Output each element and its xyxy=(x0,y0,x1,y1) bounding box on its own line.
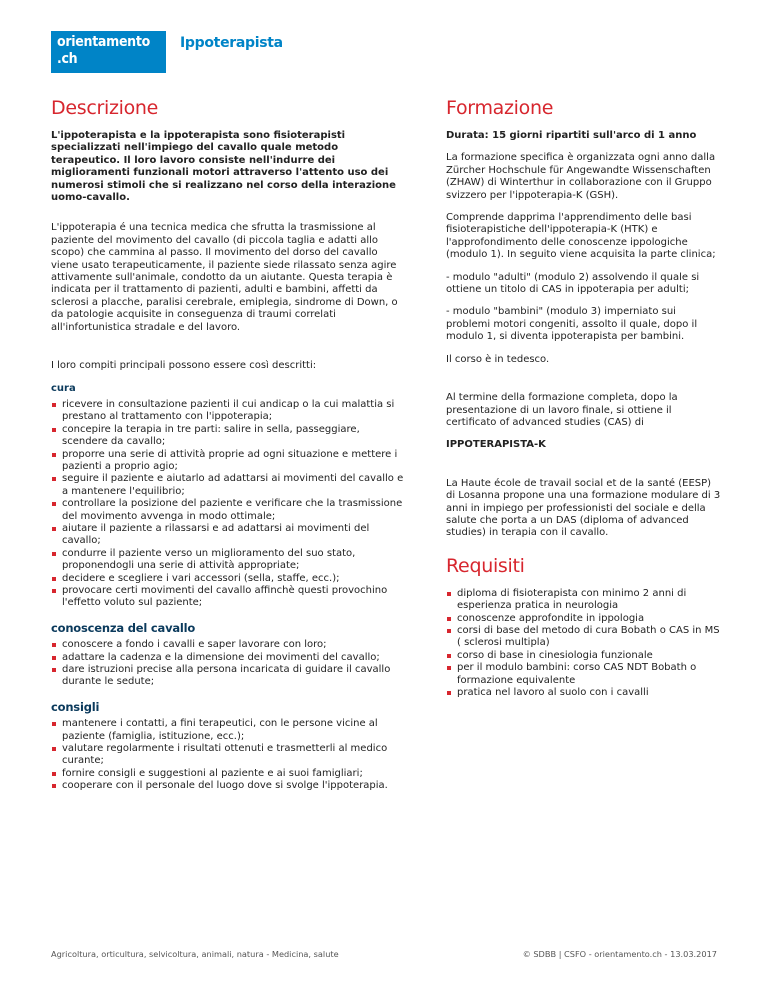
conoscenza-title: conoscenza del cavallo xyxy=(51,620,196,635)
formazione-cas-title: IPPOTERAPISTA-K xyxy=(446,439,546,451)
list-item: provocare certi movimenti del cavallo affinchè questi provochino l'effetto voluto sul paziente; xyxy=(51,585,406,610)
formazione-paragraph: Al termine della formazione completa, dopo la presentazione di un lavoro finale, si ottiene il certificato of advanced studies (CAS) di xyxy=(446,392,678,428)
list-item: decidere e scegliere i vari accessori (sella, staffe, ecc.); xyxy=(51,573,406,585)
list-item: proporre una serie di attività proprie ad ogni situazione e mettere i pazienti a proprio agio; xyxy=(51,449,406,474)
descrizione-paragraph: L'ippoterapia é una tecnica medica che sfrutta la trasmissione al paziente del movimento del cavallo (di piccola taglia e adatti allo scopo) che cammina al passo. Il movimento del dorso del cavallo viene usato terapeuticamente, il paziente siede rilassato senza agire attivamente sull'animale, condotto da un aiutante. Questa terapia è indicata per il trattamento di pazienti, adulti e bambini, affetti da sclerosi a placche, paralisi cerebrale, emiplegia, sindrome di Down, o da patologie acquisite in conseguenza di traumi correlati all'infortunistica stradale e del lavoro. xyxy=(51,222,398,333)
formazione-paragraph: Comprende dapprima l'apprendimento delle basi fisioterapistiche dell'ippoterapia-K (HTK) e l'approfondimento delle conoscenze ippologiche (modulo 1). In seguito viene acquisita la parte clinica; xyxy=(446,212,716,261)
site-logo[interactable] xyxy=(51,31,166,73)
formazione-heading: Formazione xyxy=(446,97,554,119)
footer-categories: Agricoltura, orticultura, selvicoltura, animali, natura - Medicina, salute xyxy=(51,949,339,959)
list-item: pratica nel lavoro al suolo con i cavalli xyxy=(446,687,721,699)
page-title: Ippoterapista xyxy=(180,35,283,51)
descrizione-heading: Descrizione xyxy=(51,97,159,119)
formazione-paragraph: La Haute école de travail social et de la santé (EESP) di Losanna propone una una formazione modulare di 3 anni in impiego per professionisti del sociale e della salute che porta a un DAS (diploma of advanced studies) in terapia con il cavallo. xyxy=(446,477,721,539)
formazione-paragraph: - modulo "adulti" (modulo 2) assolvendo il quale si ottiene un titolo di CAS in ippoterapia per adulti; xyxy=(446,271,700,296)
formazione-paragraph: - modulo "bambini" (modulo 3) imperniato sui problemi motori congeniti, assolto il quale, dopo il modulo 1, si diventa ippoterapista per bambini. xyxy=(446,306,698,343)
list-item: condurre il paziente verso un miglioramento del suo stato, proponendogli una serie di attività appropriate; xyxy=(51,548,406,573)
list-item: diploma di fisioterapista con minimo 2 anni di esperienza pratica in neurologia xyxy=(446,588,721,613)
list-item: controllare la posizione del paziente e verificare che la trasmissione del movimento avvenga in modo ottimale; xyxy=(51,498,406,523)
list-item: cooperare con il personale del luogo dove si svolge l'ippoterapia. xyxy=(51,780,406,792)
formazione-paragraph: Il corso è in tedesco. xyxy=(446,353,550,365)
list-item: per il modulo bambini: corso CAS NDT Bobath o formazione equivalente xyxy=(446,662,721,687)
list-item: fornire consigli e suggestioni al paziente e ai suoi famigliari; xyxy=(51,768,406,780)
logo-line1: orientamento xyxy=(57,34,150,50)
logo-line2: .ch xyxy=(57,51,78,67)
compiti-intro: I loro compiti principali possono essere così descritti: xyxy=(51,360,317,372)
formazione-column xyxy=(446,96,721,699)
list-item: adattare la cadenza e la dimensione dei movimenti del cavallo; xyxy=(51,652,406,664)
cura-list xyxy=(51,399,406,610)
consigli-list xyxy=(51,718,406,792)
formazione-durata: Durata: 15 giorni ripartiti sull'arco di 1 anno xyxy=(446,130,697,141)
list-item: aiutare il paziente a rilassarsi e ad adattarsi ai movimenti del cavallo; xyxy=(51,523,406,548)
list-item: dare istruzioni precise alla persona incaricata di guidare il cavallo durante le sedute; xyxy=(51,664,406,689)
list-item: corsi di base del metodo di cura Bobath o CAS in MS ( sclerosi multipla) xyxy=(446,625,721,650)
consigli-title: consigli xyxy=(51,699,100,714)
requisiti-heading: Requisiti xyxy=(446,554,525,577)
cura-title: cura xyxy=(51,382,76,394)
formazione-paragraph: La formazione specifica è organizzata ogni anno dalla Zürcher Hochschule für Angewandte Wissenschaften (ZHAW) di Winterthur in collaborazione con il Gruppo svizzero per l'ippoterapia-K (GSH). xyxy=(446,152,716,201)
descrizione-column xyxy=(51,96,406,793)
list-item: seguire il paziente e aiutarlo ad adattarsi ai movimenti del cavallo e a mantenere l'equilibrio; xyxy=(51,473,406,498)
descrizione-lead: L'ippoterapista e la ippoterapista sono fisioterapisti specializzati nell'impiego del cavallo quale metodo terapeutico. Il loro lavoro consiste nell'indurre dei miglioramenti funzionali motori attraverso l'attento uso dei numerosi stimoli che si realizzano nel corso della interazione uomo-cavallo. xyxy=(51,130,396,204)
list-item: conoscere a fondo i cavalli e saper lavorare con loro; xyxy=(51,639,406,651)
list-item: valutare regolarmente i risultati ottenuti e trasmetterli al medico curante; xyxy=(51,743,406,768)
list-item: conoscenze approfondite in ippologia xyxy=(446,613,721,625)
conoscenza-list xyxy=(51,639,406,689)
requisiti-list xyxy=(446,588,721,700)
list-item: mantenere i contatti, a fini terapeutici, con le persone vicine al paziente (famiglia, istituzione, ecc.); xyxy=(51,718,406,743)
list-item: corso di base in cinesiologia funzionale xyxy=(446,650,721,662)
list-item: ricevere in consultazione pazienti il cui andicap o la cui malattia si prestano al trattamento con l'ippoterapia; xyxy=(51,399,406,424)
list-item: concepire la terapia in tre parti: salire in sella, passeggiare, scendere da cavallo; xyxy=(51,424,406,449)
footer-copyright: © SDBB | CSFO - orientamento.ch - 13.03.2017 xyxy=(522,949,717,959)
